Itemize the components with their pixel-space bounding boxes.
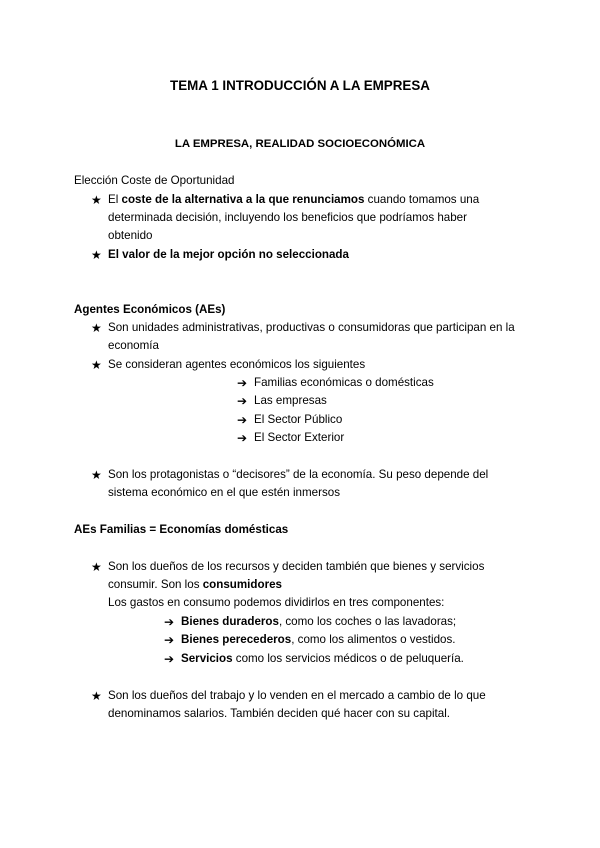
component-item xyxy=(181,615,456,628)
star-icon: ★ xyxy=(91,689,102,703)
text-span: El xyxy=(108,193,122,206)
arrow-right-icon: ➔ xyxy=(237,431,248,445)
agent-item: Familias económicas o domésticas xyxy=(254,376,434,389)
text-span: , como los coches o las lavadoras; xyxy=(278,615,457,628)
arrow-right-icon: ➔ xyxy=(164,652,175,666)
star-icon: ★ xyxy=(91,560,102,574)
bold-term: Bienes duraderos xyxy=(181,615,279,628)
component-item xyxy=(181,652,464,665)
agent-item: El Sector Exterior xyxy=(254,431,345,444)
text-span: , como los alimentos o vestidos. xyxy=(291,633,456,646)
star-icon: ★ xyxy=(91,321,102,335)
bullet-text: Se consideran agentes económicos los siguientes xyxy=(108,358,366,371)
bold-term: Bienes perecederos xyxy=(181,633,292,646)
star-icon: ★ xyxy=(91,248,102,262)
families-heading: AEs Familias = Economías domésticas xyxy=(74,523,289,536)
bullet-text-continuation: obtenido xyxy=(108,229,153,242)
star-icon: ★ xyxy=(91,468,102,482)
bullet-text xyxy=(108,193,479,206)
arrow-right-icon: ➔ xyxy=(237,376,248,390)
bullet-text: Son los protagonistas o “decisores” de la economía. Su peso depende del xyxy=(108,468,489,481)
bold-term: coste de la alternativa a la que renunciamos xyxy=(121,193,365,206)
agent-item: El Sector Público xyxy=(254,413,343,426)
bullet-text-continuation xyxy=(108,578,282,591)
bullet-text-continuation: economía xyxy=(108,339,159,352)
section-title: LA EMPRESA, REALIDAD SOCIOECONÓMICA xyxy=(174,138,426,150)
bullet-text: El valor de la mejor opción no seleccionada xyxy=(108,248,349,261)
star-icon: ★ xyxy=(91,193,102,207)
bullet-text: Son los dueños del trabajo y lo venden en el mercado a cambio de lo que xyxy=(108,689,486,702)
star-icon: ★ xyxy=(91,358,102,372)
document-title: TEMA 1 INTRODUCCIÓN A LA EMPRESA xyxy=(170,78,430,93)
bullet-text-continuation: Los gastos en consumo podemos dividirlos en tres componentes: xyxy=(108,596,445,609)
bullet-text: Son unidades administrativas, productivas o consumidoras que participan en la xyxy=(108,321,515,334)
arrow-right-icon: ➔ xyxy=(164,615,175,629)
bullet-text: Son los dueños de los recursos y deciden también que bienes y servicios xyxy=(108,560,485,573)
arrow-right-icon: ➔ xyxy=(164,633,175,647)
component-item xyxy=(181,633,456,646)
text-span: consumir. Son los xyxy=(108,578,203,591)
bullet-text-continuation: sistema económico en el que estén inmersos xyxy=(108,486,340,499)
arrow-right-icon: ➔ xyxy=(237,394,248,408)
agent-item: Las empresas xyxy=(254,394,327,407)
arrow-right-icon: ➔ xyxy=(237,413,248,427)
text-span: como los servicios médicos o de peluquería. xyxy=(232,652,464,665)
bullet-text-continuation: denominamos salarios. También deciden qué hacer con su capital. xyxy=(108,707,451,720)
bold-term: Servicios xyxy=(181,652,233,665)
opportunity-cost-heading: Elección Coste de Oportunidad xyxy=(74,174,235,187)
text-span: cuando tomamos una xyxy=(364,193,480,206)
bold-term: consumidores xyxy=(202,578,282,591)
bullet-text-continuation: determinada decisión, incluyendo los beneficios que podríamos haber xyxy=(108,211,467,224)
economic-agents-heading: Agentes Económicos (AEs) xyxy=(74,303,226,316)
